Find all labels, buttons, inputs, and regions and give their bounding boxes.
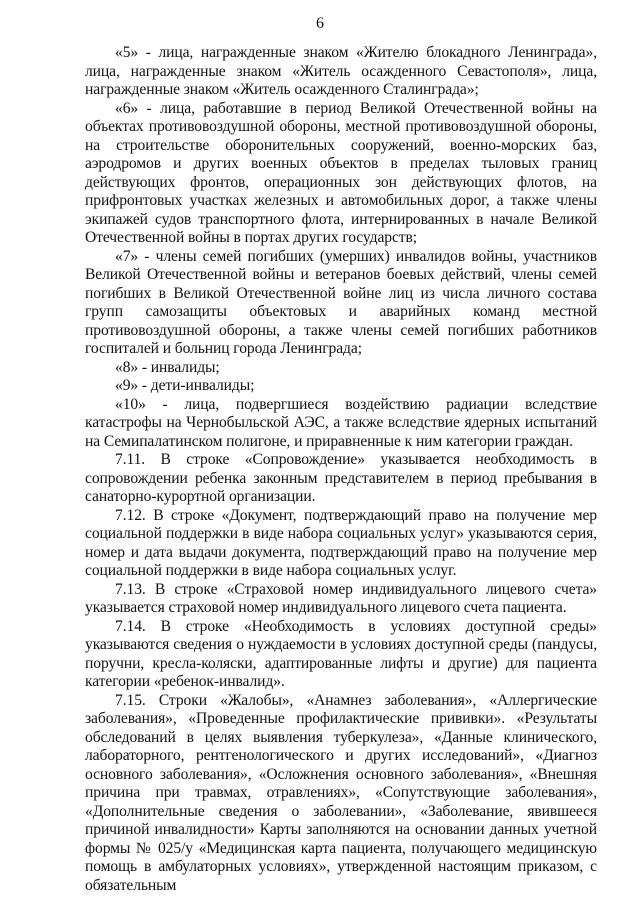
page-number: 6 — [316, 15, 324, 32]
paragraph-category-8: «8» - инвалиды; — [115, 358, 220, 376]
paragraph-category-10: «10» - лица, подвергшиеся воздействию радиации вследствие катастрофы на Чернобыльской АЭС, а также вследствие ядерных испытаний на Семипалатинском полигоне, и приравненные к ним категории граждан. — [85, 395, 597, 450]
document-body — [85, 44, 597, 895]
paragraph-7-15: 7.15. Строки «Жалобы», «Анамнез заболевания», «Аллергические заболевания», «Проведенные профилактические прививки». «Результаты обследований в целях выявления туберкулеза», «Данные клинического, лабораторного, рентгенологического и других исследований», «Диагноз основного заболевания», «Осложнения основного заболевания», «Внешняя причина при травмах, отравлениях», «Сопутствующие заболевания», «Дополнительные сведения о заболевании», «Заболевание, явившееся причиной инвалидности» Карты заполняются на основании данных учетной формы № 025/у «Медицинская карта пациента, получающего медицинскую помощь в амбулаторных условиях», утвержденной настоящим приказом, с обязательным — [85, 691, 597, 894]
paragraph-category-9: «9» - дети-инвалиды; — [115, 377, 255, 394]
paragraph-category-5: «5» - лица, награжденные знаком «Жителю блокадного Ленинграда», лица, награжденные знаком «Житель осажденного Севастополя», лица, награжденные знаком «Житель осажденного Сталинграда»; — [85, 44, 597, 98]
paragraph-7-13: 7.13. В строке «Страховой номер индивидуального лицевого счета» указывается страховой номер индивидуального лицевого счета пациента. — [85, 580, 597, 616]
paragraph-7-12: 7.12. В строке «Документ, подтверждающий право на получение мер социальной поддержки в виде набора социальных услуг» указываются серия, номер и дата выдачи документа, подтверждающий право на получение мер социальной поддержки в виде набора социальных услуг. — [85, 506, 597, 579]
paragraph-7-11: 7.11. В строке «Сопровождение» указывается необходимость в сопровождении ребенка законным представителем в период пребывания в санаторно-курортной организации. — [85, 451, 597, 505]
paragraph-category-6: «6» - лица, работавшие в период Великой Отечественной войны на объектах противовоздушной обороны, местной противовоздушной обороны, на строительстве оборонительных сооружений, военно-морских баз, аэродромов и других военных объектов в пределах тыловых границ действующих фронтов, операционных зон действующих флотов, на прифронтовых участках железных и автомобильных дорог, а также члены экипажей судов транспортного флота, интернированных в начале Великой Отечественной войны в портах других государств; — [85, 99, 597, 246]
paragraph-category-7: «7» - члены семей погибших (умерших) инвалидов войны, участников Великой Отечественной войны и ветеранов боевых действий, члены семей погибших в Великой Отечественной войне лиц из числа личного состава групп самозащиты объектовых и аварийных команд местной противовоздушной обороны, а также члены семей погибших работников госпиталей и больниц города Ленинграда; — [85, 247, 597, 357]
paragraph-7-14: 7.14. В строке «Необходимость в условиях доступной среды» указываются сведения о нуждаемости в условиях доступной среды (пандусы, поручни, кресла-коляски, адаптированные лифты и другие) для пациента категории «ребенок-инвалид». — [85, 617, 597, 690]
